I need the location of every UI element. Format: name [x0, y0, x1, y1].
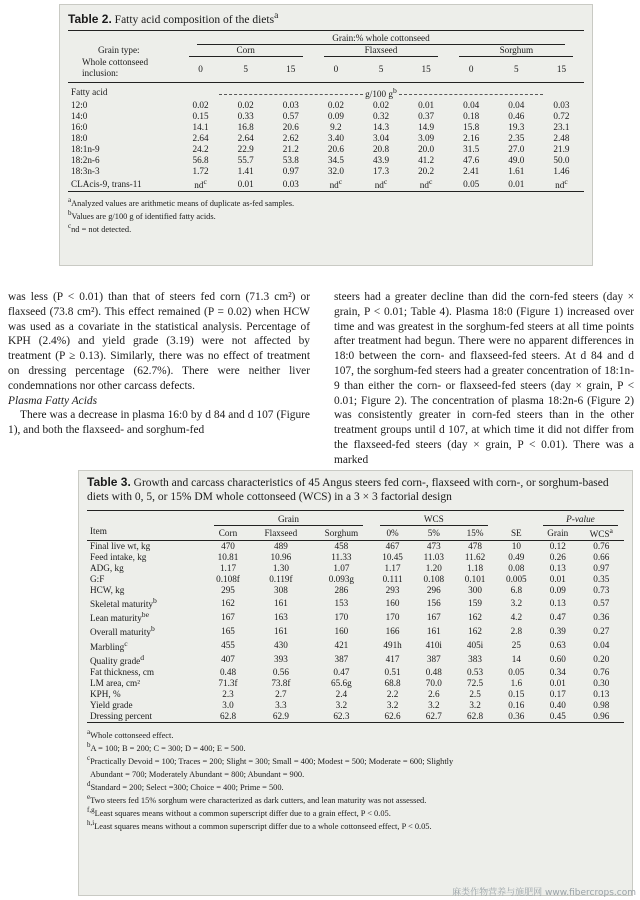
table-row: ADG, kg 1.17 1.30 1.07 1.17 1.20 1.18 0.08 0.13 0.97 [90, 563, 610, 574]
table-3-footnotes [87, 728, 624, 832]
paragraph: was less (P < 0.01) than that of steers fed corn (71.3 cm²) or flaxseed (73.8 cm²). This effect remained (P = 0.02) when HCW was used as a covariate in the statistical analysis. Percentage of KPH (2.4%) and yield grade (3.19) were not affected by treatment (P ≥ 0.13). Similarly, there was no effect of treatment on dressing percentage (62.7%). There were neither liver condemnations nor other carcass defects. [8, 291, 310, 392]
table-3-label: Table 3. [87, 475, 131, 489]
table-row: Final live wt, kg 470 489 458 467 473 478 10 0.12 0.76 [90, 541, 610, 552]
table-row: G:F 0.108f 0.119f 0.093g 0.111 0.108 0.101 0.005 0.01 0.35 [90, 574, 610, 585]
table-row: Marbling$^c$ 455 430 421 491h 410i 405i 25 0.63 0.04 [90, 638, 610, 652]
table-row: CLAcis-9, trans-11 $nd^c$ 0.01 0.03 $nd^c$ $nd^c$ $nd^c$ 0.05 0.01 $nd^c$ [68, 177, 584, 192]
table-3-grid: Grain WCS P-value Item Corn Flaxseed Sorghum 0% 5% 15% SE Grain WCS$^a$ Final live wt, kg 470 489 458 467 473 478 10 0.12 0.76 Feed intake, kg 10.81 10.96 11.33 10.45 11.03 11.62 0.49 0.26 0.66 ADG, kg 1.17 1.30 1.07 1.17 1.20 1.18 0.08 0.13 0.97 G:F 0.108f 0.119f 0.093g 0.111 0.108 0.101 0.005 0.01 0.35 HCW, kg 295 308 286 293 296 300 6.8 0.09 0.73 Skeletal maturity$^b$ 162 161 153 160 156 159 3.2 0.13 0.57 Lean maturity$^{be}$ 167 163 170 170 167 162 4.2 0.47 0.36 Overall maturity$^b$ 165 161 160 166 161 162 2.8 0.39 0.27 Marbling$^c$ 455 430 421 491h 410i 405i 25 0.63 0.04 Quality grade$^d$ 407 393 387 417 387 383 14 0.60 0.20 Fat thickness, cm 0.48 0.56 0.47 0.51 0.48 0.53 0.05 0.34 0.76 LM area, cm² 71.3f 73.8f 65.6g 68.8 70.0 72.5 1.6 0.01 0.30 KPH, % 2.3 2.7 2.4 2.2 2.6 2.5 0.15 0.17 0.13 Yield grade 3.0 3.3 3.2 3.2 3.2 3.2 0.16 0.40 0.98 Dressing percent 62.8 62.9 62.3 62.6 62.7 62.8 0.36 0.45 0.96 [87, 510, 624, 723]
table-3-title: Growth and carcass characteristics of 45 Angus steers fed corn-, flaxseed with corn-, or sorghum-based diets with 0, 5, or 15% DM whole cottonseed (WCS) in a 3 × 3 factorial design [87, 477, 609, 503]
table-row: Fat thickness, cm 0.48 0.56 0.47 0.51 0.48 0.53 0.05 0.34 0.76 [90, 666, 610, 677]
paragraph: There was a decrease in plasma 16:0 by d 84 and d 107 (Figure 1), and both the flaxseed- and sorghum-fed [8, 409, 310, 437]
group-grain: Grain [214, 514, 362, 526]
grain-type-label: Grain type: [98, 45, 140, 56]
group-wcs: WCS [380, 514, 488, 526]
footnote: $^d$Standard = 200; Select =300; Choice = 400; Prime = 500. [87, 780, 284, 792]
table-row: Dressing percent 62.8 62.9 62.3 62.6 62.7 62.8 0.36 0.45 0.96 [87, 711, 624, 723]
table-2 [59, 4, 593, 266]
table-row: LM area, cm² 71.3f 73.8f 65.6g 68.8 70.0 72.5 1.6 0.01 0.30 [90, 677, 610, 688]
footnote: $^b$A = 100; B = 200; C = 300; D = 400; E = 500. [87, 740, 246, 753]
footnote: $^a$Whole cottonseed effect. [87, 727, 174, 740]
paragraph: steers had a greater decline than did the corn-fed steers (day × grain, P < 0.01; Table 4). Plasma 18:0 (Figure 1) increased over time and was greatest in the sorghum-fed steers at all time points after treatment had begun. There were no apparent differences in 18:0 between the corn- and flaxseed-fed steers. At d 84 and d 107, the sorghum-fed steers had a greater concentration of 18:1n-9 than either the corn- or flaxseed-fed steers (day × grain, P < 0.01; Figure 2). The concentration of plasma 18:2n-6 (Figure 2) was consistently greater in corn-fed steers than in the other treatment groups until d 107, at which time it did not differ from the flaxseed-fed steers (day × grain, P < 0.01). There was a marked [334, 291, 634, 466]
footnote: $^c$Practically Devoid = 100; Traces = 200; Slight = 300; Small = 400; Modest = 500; Moderate = 600; Slightly [87, 754, 454, 766]
table-row: HCW, kg 295 308 286 293 296 300 6.8 0.09 0.73 [90, 585, 610, 596]
footnote: $^{h,i}$Least squares means without a common superscript differ due to a whole cottonseed effect, P < 0.05. [87, 819, 432, 832]
footnote: $^a$Analyzed values are arithmetic means of duplicate as-fed samples. [68, 196, 295, 209]
table-row: 18:1n-9 24.2 22.9 21.2 20.6 20.8 20.0 31.5 27.0 21.9 [71, 144, 570, 155]
table-2-spanner: Grain:% whole cottonseed [178, 30, 584, 45]
group-sorghum: Sorghum [459, 45, 573, 57]
col-item: Item [90, 526, 107, 537]
table-row: KPH, % 2.3 2.7 2.4 2.2 2.6 2.5 0.15 0.17 0.13 [90, 688, 610, 699]
body-column-left [8, 290, 310, 438]
table-row: Yield grade 3.0 3.3 3.2 3.2 3.2 3.2 0.16 0.40 0.98 [90, 699, 610, 710]
table-2-label: Table 2. [68, 11, 112, 26]
watermark: 麻类作物营养与施肥网 www.fibercrops.com [452, 888, 636, 898]
group-pvalue: P-value [543, 514, 618, 526]
table-3-caption [87, 475, 624, 504]
table-row: Quality grade$^d$ 407 393 387 417 387 383 14 0.60 0.20 [90, 652, 610, 666]
table-row: 14:0 0.15 0.33 0.57 0.09 0.32 0.37 0.18 0.46 0.72 [71, 111, 570, 122]
table-row: 12:0 0.02 0.02 0.03 0.02 0.02 0.01 0.04 0.04 0.03 [71, 100, 570, 111]
footnote: $^{f,g}$Least squares means without a common superscript differ due to a grain effect, P < 0.05. [87, 806, 391, 818]
footnote: Abundant = 700; Moderately Abundant = 800; Abundant = 900. [90, 769, 305, 779]
table-2-caption: Table 2. Fatty acid composition of the diets$^a$ [68, 10, 279, 26]
table-row: Overall maturity$^b$ 165 161 160 166 161 162 2.8 0.39 0.27 [90, 624, 610, 638]
wcs-inclusion-label: Whole cottonseed inclusion: [82, 56, 149, 78]
unit-label: g/100 $g^b$ [178, 82, 584, 100]
table-2-grid: Grain:% whole cottonseed Grain type: Corn Flaxseed Sorghum Whole cottonseed inclusion: 0 5 15 0 5 15 0 5 15 Fatty acid g/100 $g^b$ 12:0 0.02 0.02 0.03 0.02 0.02 0.01 0.04 0.04 0.03 14:0 0.15 0.33 0.57 0.09 0.32 0.37 0.18 0.46 0.72 16:0 14.1 16.8 20.6 9.2 14.3 14.9 15.8 19.3 23.1 18:0 2.64 2.64 2.62 3.40 3.04 3.09 2.16 2.35 2.48 18:1n-9 24.2 22.9 21.2 20.6 20.8 20.0 31.5 27.0 21.9 18:2n-6 56.8 55.7 53.8 34.5 43.9 41.2 47.6 49.0 50.0 18:3n-3 1.72 1.41 0.97 32.0 17.3 20.2 2.41 1.61 1.46 CLAcis-9, trans-11 $nd^c$ 0.01 0.03 $nd^c$ $nd^c$ $nd^c$ 0.05 0.01 $nd^c$ [68, 30, 584, 193]
table-row: Skeletal maturity$^b$ 162 161 153 160 156 159 3.2 0.13 0.57 [90, 596, 610, 610]
section-heading: Plasma Fatty Acids [8, 394, 98, 407]
table-row: 18:0 2.64 2.64 2.62 3.40 3.04 3.09 2.16 2.35 2.48 [71, 133, 570, 144]
group-flaxseed: Flaxseed [324, 45, 438, 57]
table-row: 18:3n-3 1.72 1.41 0.97 32.0 17.3 20.2 2.41 1.61 1.46 [71, 166, 570, 177]
body-column-right [334, 290, 634, 468]
fatty-acid-label: Fatty acid [71, 87, 108, 98]
footnote: $^c$nd = not detected. [68, 222, 132, 235]
footnote: $^b$Values are g/100 g of identified fatty acids. [68, 209, 216, 222]
table-row: Lean maturity$^{be}$ 167 163 170 170 167 162 4.2 0.47 0.36 [90, 610, 610, 624]
footnote: $^e$Two steers fed 15% sorghum were characterized as dark cutters, and lean maturity was not assessed. [87, 793, 427, 805]
table-row: 18:2n-6 56.8 55.7 53.8 34.5 43.9 41.2 47.6 49.0 50.0 [71, 155, 570, 166]
table-2-title: Fatty acid composition of the diets [114, 13, 275, 26]
table-3 [78, 470, 633, 896]
table-2-footnotes [68, 196, 584, 235]
table-row: 16:0 14.1 16.8 20.6 9.2 14.3 14.9 15.8 19.3 23.1 [71, 122, 570, 133]
table-row: Feed intake, kg 10.81 10.96 11.33 10.45 11.03 11.62 0.49 0.26 0.66 [90, 552, 610, 563]
group-corn: Corn [189, 45, 303, 57]
